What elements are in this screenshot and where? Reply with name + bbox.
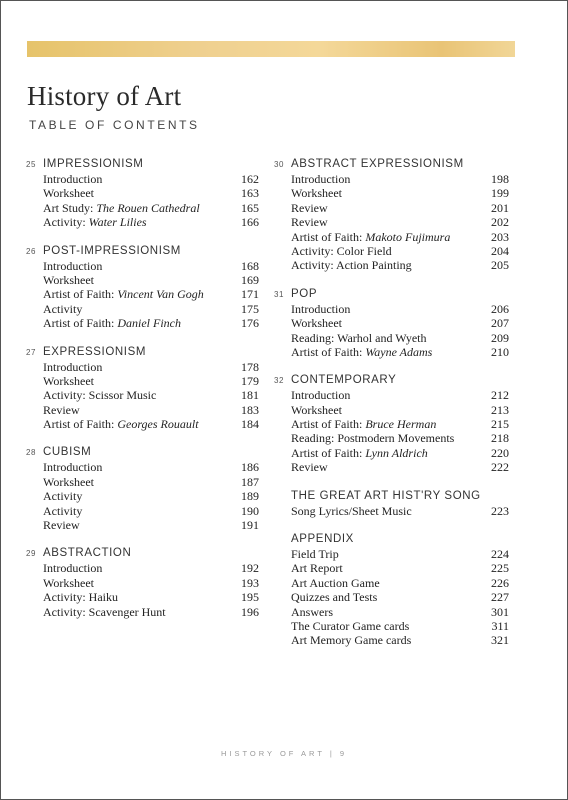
entry-label: [291, 590, 377, 604]
page-number: 162: [241, 172, 259, 186]
toc-entry: [43, 360, 259, 374]
toc-section: [26, 546, 259, 619]
toc-entry: [43, 605, 259, 619]
entry-label: [43, 475, 94, 489]
entry-label: [291, 244, 392, 258]
entry-text: Activity:: [43, 215, 89, 230]
page-number: 225: [491, 561, 509, 576]
entry-label: [291, 388, 350, 402]
toc-section: [274, 287, 509, 360]
toc-section: [26, 445, 259, 532]
entry-text: Artist of Faith:: [43, 287, 118, 302]
entry-label: [43, 417, 199, 431]
section-heading: [26, 445, 259, 460]
section-heading: [274, 287, 509, 302]
entry-text: Introduction: [43, 359, 103, 374]
toc-section: [274, 489, 509, 518]
toc-section: [274, 373, 509, 474]
entry-text: The Curator Game cards: [291, 618, 410, 633]
entry-label: [43, 201, 200, 215]
entry-label: [291, 331, 427, 345]
toc-entry: [291, 576, 509, 590]
entry-label: [291, 258, 412, 272]
entry-label: [43, 561, 102, 575]
page-number: 213: [491, 402, 509, 417]
entry-label: [291, 316, 342, 330]
page-number: 191: [241, 518, 259, 533]
page-number: 215: [491, 417, 509, 432]
toc-entry: [291, 460, 509, 474]
page-number: 166: [241, 215, 259, 230]
entry-label: [291, 619, 409, 633]
entry-text: Review: [291, 200, 328, 215]
entry-text: Reading: Warhol and Wyeth: [291, 330, 427, 345]
chapter-number: 30: [274, 160, 285, 169]
toc-entry: [43, 388, 259, 402]
running-footer: HISTORY OF ART | 9: [220, 749, 348, 758]
toc-entry: [43, 172, 259, 186]
toc-entry: [291, 504, 509, 518]
entry-text: Activity: Color Field: [291, 243, 392, 258]
page-number: 207: [491, 316, 509, 331]
entry-label: [43, 489, 82, 503]
entry-label: [291, 460, 328, 474]
toc-entry: [291, 244, 509, 258]
entry-text: Artist of Faith:: [291, 417, 366, 432]
entry-text: Activity: [43, 301, 83, 316]
toc-entry: [291, 547, 509, 561]
chapter-number: 32: [274, 376, 285, 386]
entry-italic-title: Daniel Finch: [117, 316, 181, 331]
entry-text: Introduction: [43, 258, 103, 273]
page-number: 176: [241, 316, 259, 331]
entry-text: Worksheet: [43, 272, 95, 287]
page-number: 181: [241, 388, 259, 403]
section-title: THE GREAT ART HIST'RY SONG: [291, 489, 481, 502]
chapter-number: 26: [26, 246, 37, 256]
page-number: 301: [491, 604, 509, 619]
page-number: 202: [491, 215, 509, 230]
toc-entries: [291, 172, 509, 273]
entry-label: [43, 576, 94, 590]
entry-label: [291, 547, 339, 561]
entry-text: Artist of Faith:: [291, 229, 366, 244]
entry-italic-title: Wayne Adams: [365, 344, 433, 359]
section-heading: [274, 489, 509, 504]
entry-text: Artist of Faith:: [43, 417, 118, 432]
toc-entry: [291, 186, 509, 200]
entry-label: [291, 504, 412, 518]
entry-text: Artist of Faith:: [43, 316, 118, 331]
page-number: 321: [491, 633, 509, 648]
entry-text: Introduction: [43, 561, 103, 576]
page-number: 203: [491, 229, 509, 244]
page-number: 227: [491, 590, 509, 605]
toc-entry: [291, 388, 509, 402]
toc-entry: [291, 446, 509, 460]
toc-entries: [291, 504, 509, 518]
toc-entries: [43, 561, 259, 619]
entry-text: Introduction: [43, 172, 103, 186]
entry-label: [291, 417, 436, 431]
entry-label: [291, 446, 428, 460]
section-heading: [26, 345, 259, 360]
page-number: 210: [491, 344, 509, 359]
entry-label: [43, 273, 94, 287]
toc-entry: [43, 417, 259, 431]
entry-text: Activity: [43, 489, 83, 504]
page-number: 198: [491, 172, 509, 186]
page-number: 311: [491, 618, 509, 633]
page-number: 206: [491, 301, 509, 316]
page-number: 190: [241, 503, 259, 518]
decorative-gold-band: [27, 41, 515, 57]
entry-label: [291, 561, 343, 575]
toc-entry: [43, 576, 259, 590]
entry-italic-title: Georges Rouault: [117, 417, 199, 432]
page-number: 179: [241, 373, 259, 388]
toc-entry: [43, 460, 259, 474]
entry-text: Artist of Faith:: [291, 445, 366, 460]
toc-entry: [291, 431, 509, 445]
toc-entry: [291, 403, 509, 417]
section-title: CONTEMPORARY: [291, 374, 397, 387]
chapter-number: 27: [26, 347, 37, 357]
entry-label: [43, 605, 166, 619]
entry-text: Answers: [291, 604, 333, 619]
entry-italic-title: The Rouen Cathedral: [96, 200, 200, 215]
toc-entry: [291, 331, 509, 345]
page-number: 169: [241, 272, 259, 287]
toc-entry: [291, 619, 509, 633]
toc-entry: [291, 605, 509, 619]
toc-column-right: [274, 157, 509, 662]
entry-label: [43, 403, 80, 417]
toc-entries: [43, 360, 259, 432]
entry-label: [291, 201, 328, 215]
entry-text: Introduction: [291, 172, 351, 186]
entry-text: Worksheet: [291, 316, 343, 331]
toc-entry: [43, 518, 259, 532]
page-number: 192: [241, 561, 259, 576]
entry-text: Reading: Postmodern Movements: [291, 431, 455, 446]
entry-label: [43, 287, 204, 301]
page-number: 209: [491, 330, 509, 345]
page-number: 189: [241, 489, 259, 504]
entry-text: Introduction: [291, 301, 351, 316]
chapter-number: 28: [26, 448, 37, 458]
toc-entry: [43, 201, 259, 215]
page-number: 184: [241, 417, 259, 432]
page-number: 186: [241, 460, 259, 475]
page-number: 218: [491, 431, 509, 446]
toc-entry: [291, 345, 509, 359]
toc-entry: [43, 374, 259, 388]
toc-entry: [291, 417, 509, 431]
toc-entry: [43, 273, 259, 287]
toc-entry: [43, 489, 259, 503]
entry-label: [43, 518, 80, 532]
entry-label: [43, 360, 102, 374]
toc-section: [274, 532, 509, 648]
entry-italic-title: Water Lilies: [88, 215, 147, 230]
entry-label: [291, 186, 342, 200]
toc-entries: [291, 388, 509, 474]
page-number: 212: [491, 388, 509, 403]
page-number: 175: [241, 301, 259, 316]
toc-entry: [43, 475, 259, 489]
section-heading: [26, 546, 259, 561]
toc-entry: [291, 201, 509, 215]
entry-label: [291, 576, 380, 590]
page-number: 199: [491, 186, 509, 201]
page-subtitle: TABLE OF CONTENTS: [29, 118, 200, 132]
page-number: 196: [241, 604, 259, 619]
entry-label: [291, 403, 342, 417]
page-number: 178: [241, 359, 259, 374]
page-number: 183: [241, 402, 259, 417]
entry-text: Art Auction Game: [291, 575, 380, 590]
toc-entry: [43, 215, 259, 229]
entry-label: [43, 302, 82, 316]
entry-text: Worksheet: [291, 186, 343, 201]
entry-label: [43, 388, 156, 402]
entry-italic-title: Makoto Fujimura: [365, 229, 451, 244]
toc-entry: [291, 316, 509, 330]
section-heading: [274, 532, 509, 547]
page-number: 163: [241, 186, 259, 201]
entry-text: Activity: Scissor Music: [43, 388, 157, 403]
section-title: CUBISM: [43, 446, 92, 459]
toc-entry: [291, 561, 509, 575]
page-number: 226: [491, 575, 509, 590]
page-number: 222: [491, 460, 509, 475]
toc-column-left: [26, 157, 259, 633]
section-title: EXPRESSIONISM: [43, 345, 147, 358]
entry-text: Worksheet: [43, 474, 95, 489]
section-title: POST-IMPRESSIONISM: [43, 244, 181, 257]
toc-entry: [43, 316, 259, 330]
toc-entry: [291, 633, 509, 647]
entry-text: Activity: Haiku: [43, 590, 118, 605]
entry-text: Introduction: [43, 460, 103, 475]
toc-entry: [43, 504, 259, 518]
entry-text: Art Study:: [43, 200, 97, 215]
toc-entry: [43, 259, 259, 273]
page-number: 223: [491, 503, 509, 518]
page-number: 224: [491, 547, 509, 562]
section-title: ABSTRACTION: [43, 547, 132, 560]
section-title: APPENDIX: [291, 533, 354, 546]
entry-label: [291, 345, 432, 359]
entry-label: [291, 302, 350, 316]
page-number: 204: [491, 243, 509, 258]
toc-section: [26, 244, 259, 331]
section-title: IMPRESSIONISM: [43, 158, 144, 170]
toc-entry: [43, 561, 259, 575]
entry-text: Art Report: [291, 561, 343, 576]
entry-label: [291, 172, 350, 186]
chapter-number: 31: [274, 289, 285, 299]
toc-entry: [291, 215, 509, 229]
entry-label: [43, 460, 102, 474]
entry-italic-title: Lynn Aldrich: [365, 445, 428, 460]
entry-text: Art Memory Game cards: [291, 633, 412, 648]
toc-entry: [43, 403, 259, 417]
entry-label: [43, 316, 181, 330]
entry-label: [43, 504, 82, 518]
entry-text: Artist of Faith:: [291, 344, 366, 359]
page-number: 205: [491, 258, 509, 273]
entry-text: Song Lyrics/Sheet Music: [291, 503, 412, 518]
entry-label: [43, 186, 94, 200]
entry-text: Review: [291, 460, 328, 475]
page-number: 171: [241, 287, 259, 302]
toc-entries: [291, 302, 509, 360]
toc-entry: [291, 258, 509, 272]
entry-text: Activity: Scavenger Hunt: [43, 604, 166, 619]
toc-entry: [291, 230, 509, 244]
entry-text: Worksheet: [43, 186, 95, 201]
entry-text: Quizzes and Tests: [291, 590, 378, 605]
toc-entry: [291, 172, 509, 186]
page-number: 165: [241, 200, 259, 215]
entry-label: [43, 374, 94, 388]
entry-label: [43, 172, 102, 186]
entry-italic-title: Vincent Van Gogh: [117, 287, 204, 302]
toc-entry: [43, 287, 259, 301]
section-title: ABSTRACT EXPRESSIONISM: [291, 158, 464, 170]
entry-text: Field Trip: [291, 547, 339, 562]
toc-entries: [43, 259, 259, 331]
toc-entry: [43, 590, 259, 604]
entry-label: [291, 605, 333, 619]
entry-label: [291, 431, 454, 445]
entry-text: Introduction: [291, 388, 351, 403]
section-title: POP: [291, 287, 318, 300]
toc-entries: [43, 460, 259, 532]
entry-text: Worksheet: [291, 402, 343, 417]
chapter-number: 25: [26, 160, 37, 169]
toc-section: [26, 345, 259, 432]
page-number: 168: [241, 258, 259, 273]
entry-text: Worksheet: [43, 575, 95, 590]
page-number: 201: [491, 200, 509, 215]
section-heading: [274, 157, 509, 172]
toc-entry: [43, 186, 259, 200]
entry-label: [291, 633, 411, 647]
entry-label: [43, 215, 147, 229]
section-heading: [26, 244, 259, 259]
entry-text: Review: [43, 518, 80, 533]
entry-text: Activity: Action Painting: [291, 258, 412, 273]
entry-text: Review: [291, 215, 328, 230]
page-number: 187: [241, 474, 259, 489]
section-heading: [274, 373, 509, 388]
entry-text: Worksheet: [43, 373, 95, 388]
toc-entry: [291, 302, 509, 316]
toc-entries: [43, 172, 259, 230]
entry-label: [43, 590, 118, 604]
chapter-number: 29: [26, 549, 37, 559]
page-number: 195: [241, 590, 259, 605]
toc-section: [26, 157, 259, 230]
page-title: History of Art: [27, 81, 182, 111]
entry-text: Activity: [43, 503, 83, 518]
entry-label: [43, 259, 102, 273]
page-number: 220: [491, 445, 509, 460]
toc-entries: [291, 547, 509, 648]
toc-section: [274, 157, 509, 273]
section-heading: [26, 157, 259, 172]
entry-italic-title: Bruce Herman: [365, 417, 437, 432]
entry-label: [291, 215, 328, 229]
entry-label: [291, 230, 450, 244]
page-number: 193: [241, 575, 259, 590]
entry-text: Review: [43, 402, 80, 417]
toc-entry: [43, 302, 259, 316]
toc-entry: [291, 590, 509, 604]
